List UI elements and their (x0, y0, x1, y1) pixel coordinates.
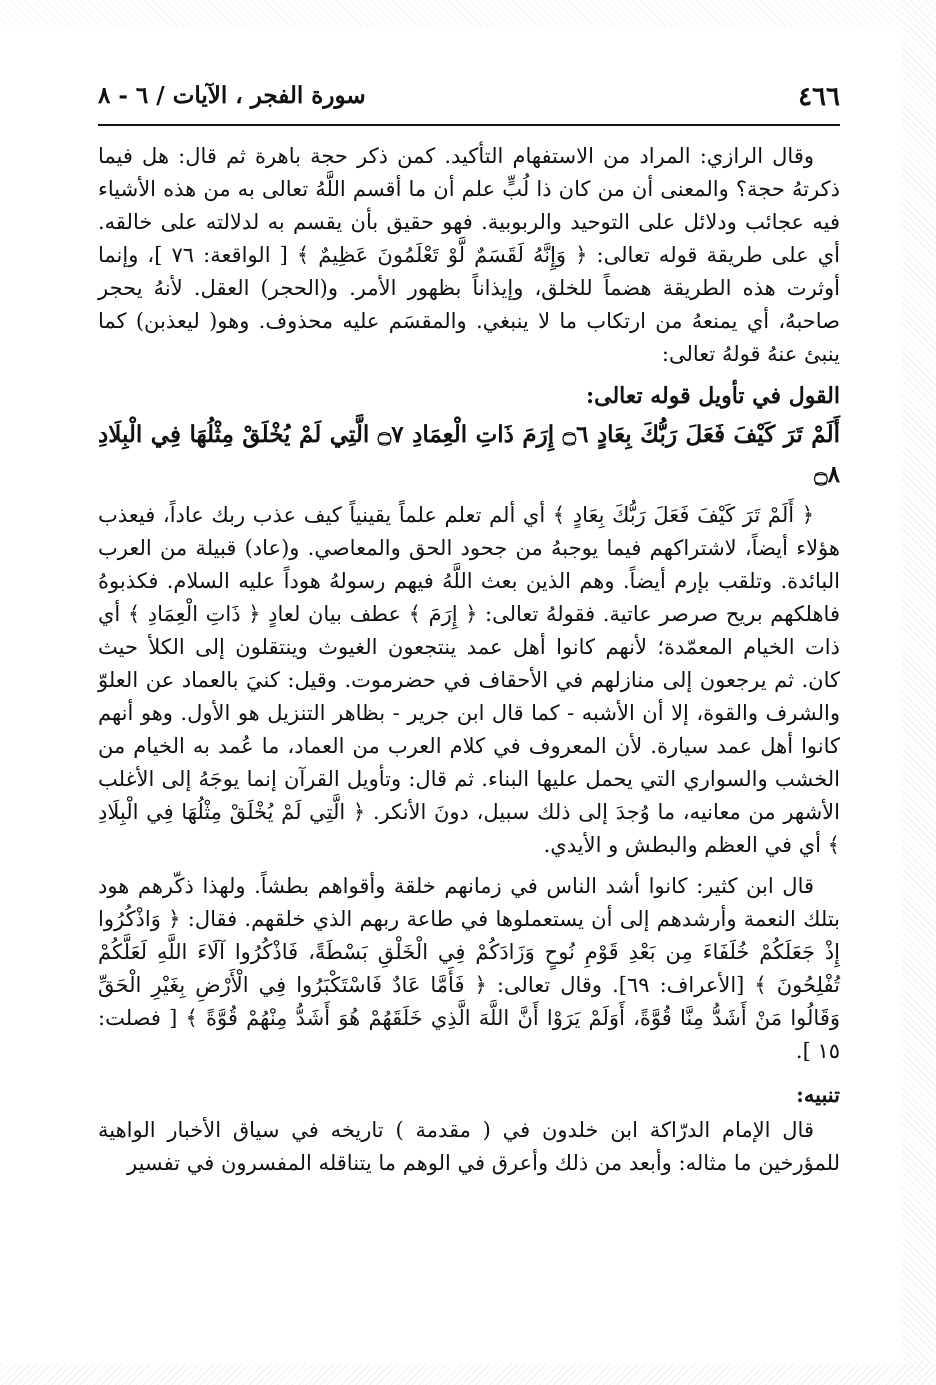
scan-border-right (902, 0, 936, 1385)
note-heading: تنبيه: (796, 1082, 840, 1107)
page-body (98, 140, 840, 1180)
scan-border-top (0, 0, 936, 26)
paragraph-commentary: ﴿ أَلَمْ تَرَ كَيْفَ فَعَلَ رَبُّكَ بِعَادٍ ﴾ أي ألم تعلم علماً يقينياً كيف عذب ربك عاداً، فيعذب هؤلاء أيضاً، لاشتراكهم فيما يوجبهُ من جحود الحق والمعاصي. و(عاد) قبيلة من العرب البائدة. وتلقب بإرم أيضاً. وهم الذين بعث اللَّهُ فيهم رسولهُ هوداً عليه السلام. فكذبوهُ فاهلكهم بريح صرصر عاتية. فقولهُ تعالى: ﴿ إِرَمَ ﴾ عطف بيان لعادٍ ﴿ ذَاتِ الْعِمَادِ ﴾ أي ذات الخيام المعمّدة؛ لأنهم كانوا أهل عمد ينتجعون الغيوث وينتقلون إلى الكلأ حيث كان. ثم يرجعون إلى منازلهم في الأحقاف في حضرموت. وقيل: كنيَ بالعماد عن العلوّ والشرف والقوة، إلا أن الأشبه - كما قال ابن جرير - بظاهر التنزيل هو الأول. وهو أنهم كانوا أهل عمد سيارة. لأن المعروف في كلام العرب من العماد، ما عُمد به الخيام من الخشب والسواري التي يحمل عليها البناء. ثم قال: وتأويل القرآن إنما يوجَهُ إلى الأغلب الأشهر من معانيه، ما وُجدَ إلى ذلك سبيل، دونَ الأنكر. ﴿ الَّتِي لَمْ يُخْلَقْ مِثْلُهَا فِي الْبِلَادِ ﴾ أي في العظم والبطش و الأيدي. (98, 503, 840, 857)
paragraph-ibn-khaldun: قال الإمام الدرّاكة ابن خلدون في ( مقدمة ) تاريخه في سياق الأخبار الواهية للمؤرخين ما مثاله: وأبعد من ذلك وأعرق في الوهم ما يتناقله المفسرون في تفسير (98, 1118, 840, 1175)
book-page (98, 78, 840, 1180)
page-number: ٤٦٦ (798, 82, 840, 112)
quran-verse-line: أَلَمْ تَرَ كَيْفَ فَعَلَ رَبُّكَ بِعَادٍ ۝٦ إِرَمَ ذَاتِ الْعِمَادِ ۝٧ الَّتِي لَمْ يُخْلَقْ مِثْلُهَا فِي الْبِلَادِ ۝٨ (98, 421, 841, 488)
paragraph-ibn-kathir: قال ابن كثير: كانوا أشد الناس في زمانهم خلقة وأقواهم بطشاً. ولهذا ذكّرهم هود بتلك النعمة وأرشدهم إلى أن يستعملوها في طاعة ربهم الذي خلقهم. فقال: ﴿ وَاذْكُرُوا إِذْ جَعَلَكُمْ خُلَفَاءَ مِن بَعْدِ قَوْمِ نُوحٍ وَزَادَكُمْ فِي الْخَلْقِ بَسْطَةً، فَاذْكُرُوا آلَاءَ اللَّهِ لَعَلَّكُمْ تُفْلِحُونَ ﴾ [الأعراف: ٦٩]. وقال تعالى: ﴿ فَأَمَّا عَادٌ فَاسْتَكْبَرُوا فِي الْأَرْضِ بِغَيْرِ الْحَقِّ وَقَالُوا مَنْ أَشَدُّ مِنَّا قُوَّةً، أَوَلَمْ يَرَوْا أَنَّ اللَّهَ الَّذِي خَلَقَهُمْ هُوَ أَشَدُّ مِنْهُمْ قُوَّةً ﴾ [ فصلت: ١٥ ]. (98, 874, 840, 1063)
running-title: سورة الفجر ، الآيات / ٦ - ٨ (98, 82, 366, 109)
paragraph-gap (98, 862, 840, 870)
page-header (98, 78, 840, 126)
scan-border-bottom (0, 1363, 936, 1385)
paragraph-razi: وقال الرازي: المراد من الاستفهام التأكيد. كمن ذكر حجة باهرة ثم قال: هل فيما ذكرتهُ حجة؟ والمعنى أن من كان ذا لُبٍّ علم أن ما أقسم اللَّهُ تعالى به من هذه الأشياء فيه عجائب ودلائل على التوحيد والربوبية. فهو حقيق بأن يقسم به لدلالته على خالقه. أي على طريقة قوله تعالى: ﴿ وَإِنَّهُ لَقَسَمٌ لَّوْ تَعْلَمُونَ عَظِيمٌ ﴾ [ الواقعة: ٧٦ ]، وإنما أوثرت هذه الطريقة هضماً للخلق، وإيذاناً بظهور الأمر. و(الحجر) العقل. لأنهُ يحجر صاحبهُ، أي يمنعهُ من ارتكاب ما لا ينبغي. والمقسَم عليه محذوف. وهو( ليعذبن) كما ينبئ عنهُ قولهُ تعالى: (98, 144, 840, 366)
section-heading: القول في تأويل قوله تعالى: (586, 383, 840, 409)
